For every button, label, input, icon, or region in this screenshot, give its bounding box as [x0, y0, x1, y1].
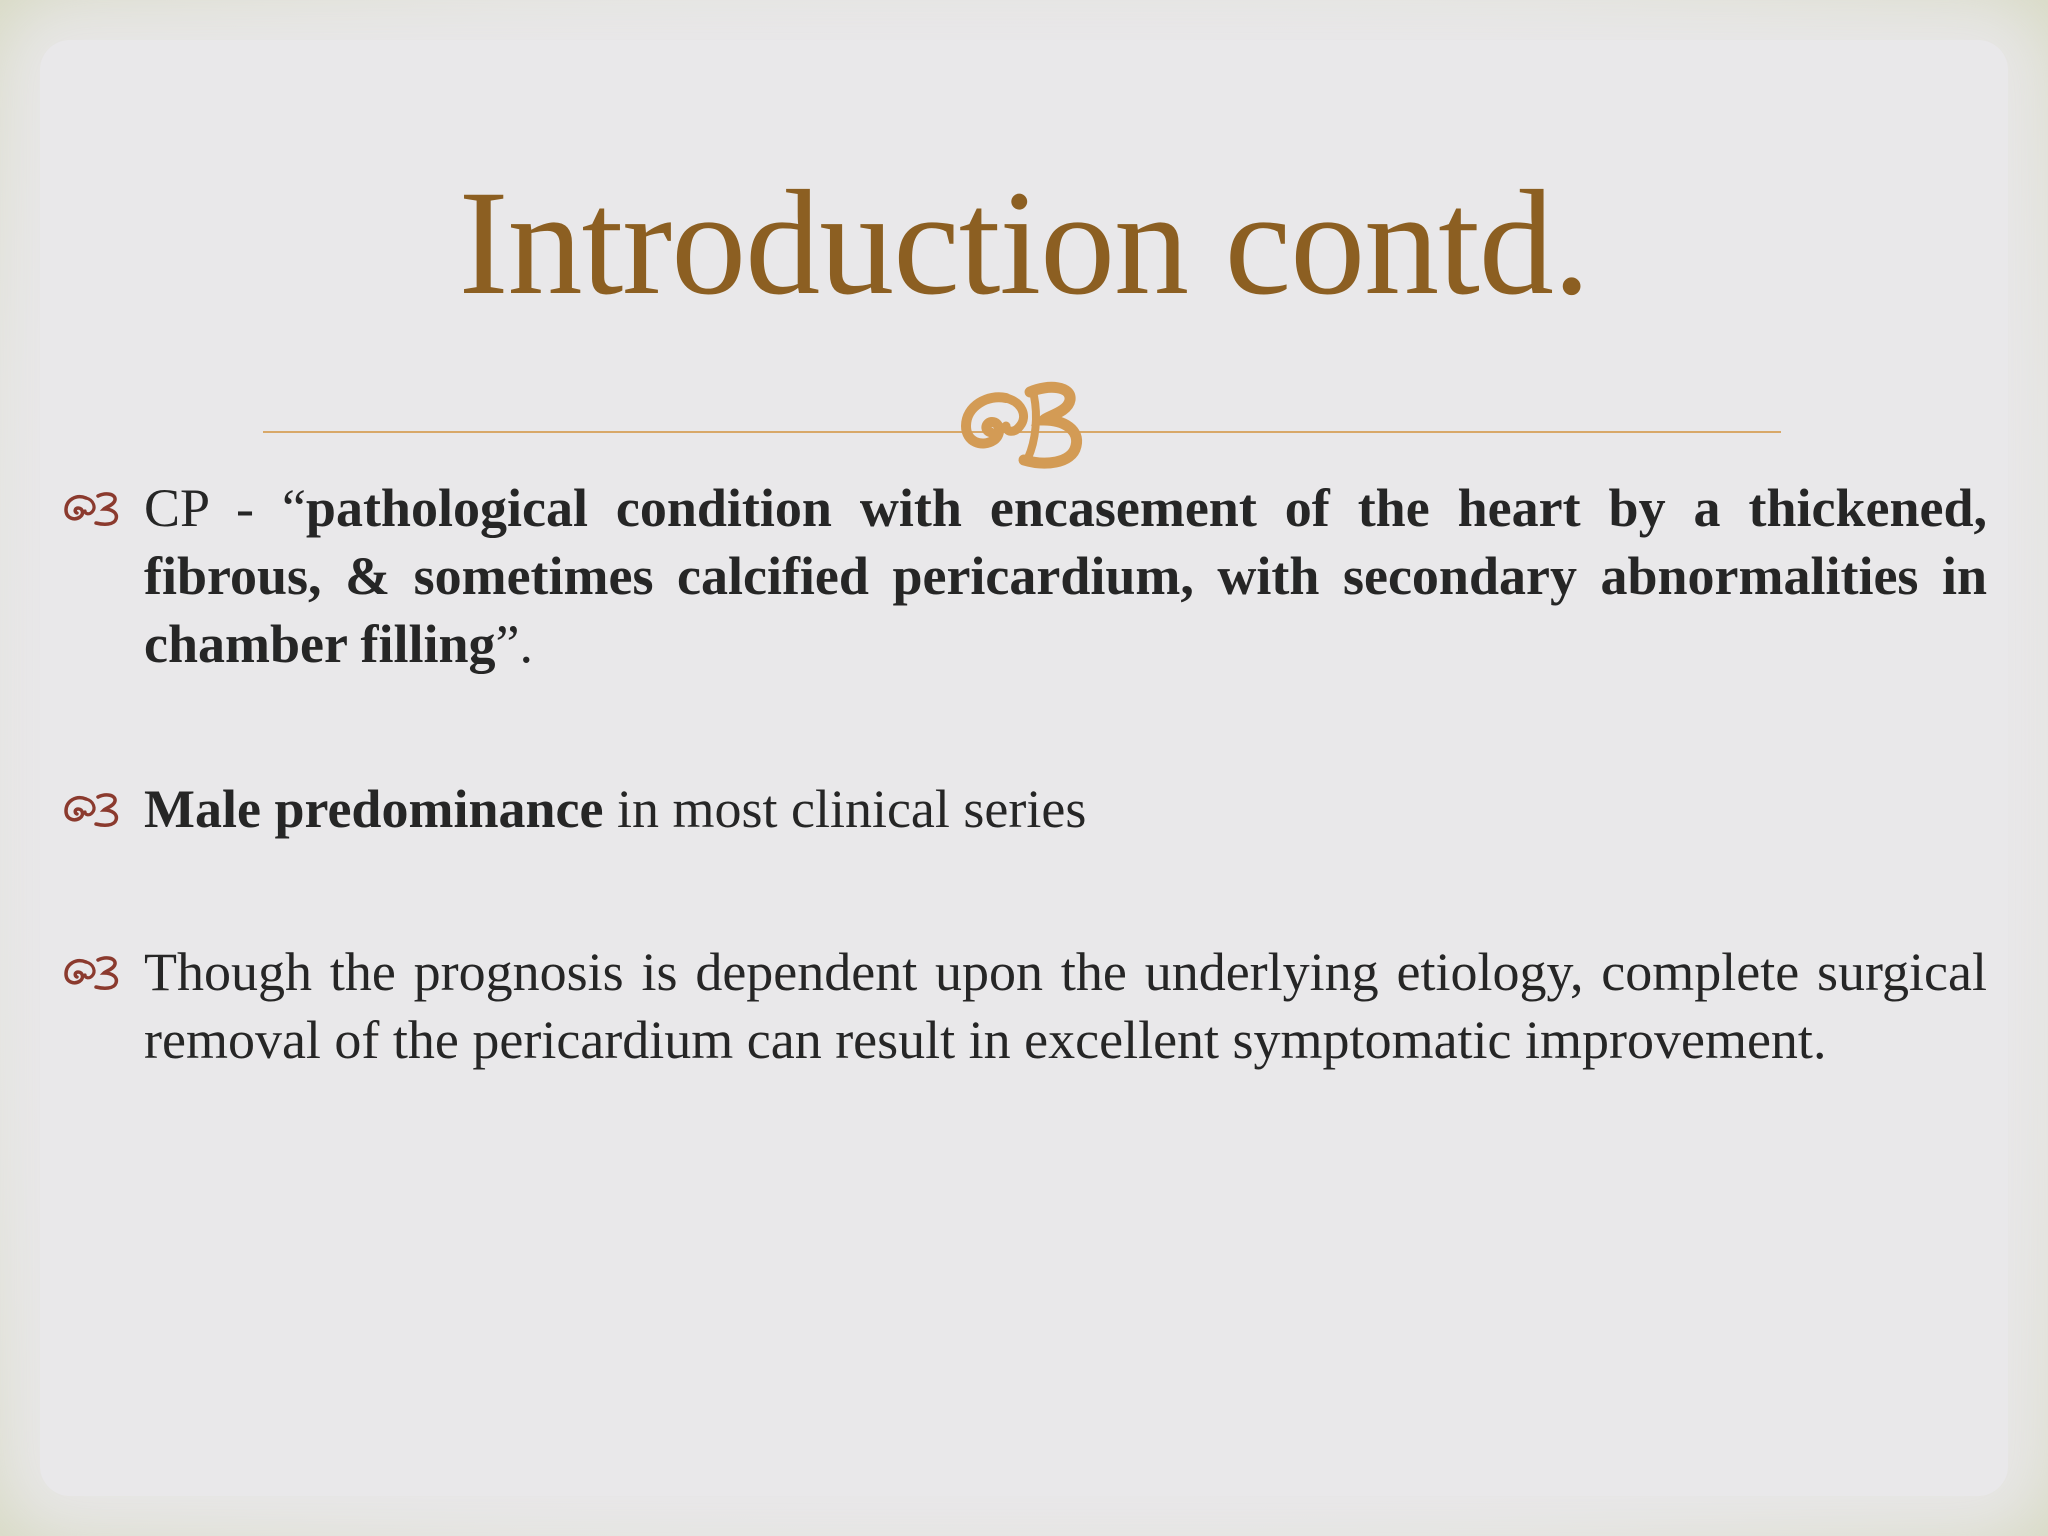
bullet-suffix: in most clinical series [603, 779, 1087, 839]
fleuron-bullet-icon [62, 490, 120, 526]
bullet-text [144, 775, 1987, 843]
bullet-prefix: CP - “ [144, 478, 306, 538]
bullet-suffix: ”. [495, 614, 533, 674]
bullet-bold-text: Male predominance [144, 779, 604, 839]
bullet-text [144, 938, 1987, 1074]
bullet-text [144, 474, 1987, 678]
fleuron-bullet-icon [62, 954, 120, 990]
bullet-bold-text: pathological condition with encasement of the heart by a thickened, fibrous, & sometimes calcified pericardium, with secondary abnormalities in chamber filling [144, 478, 1987, 674]
slide-title: Introduction contd. [458, 160, 1590, 326]
bullet-prefix: Though the prognosis is dependent upon the underlying etiology, complete surgical removal of the pericardium can result in excellent symptomatic improvement. [144, 942, 1987, 1070]
fleuron-bullet-icon [62, 791, 120, 827]
